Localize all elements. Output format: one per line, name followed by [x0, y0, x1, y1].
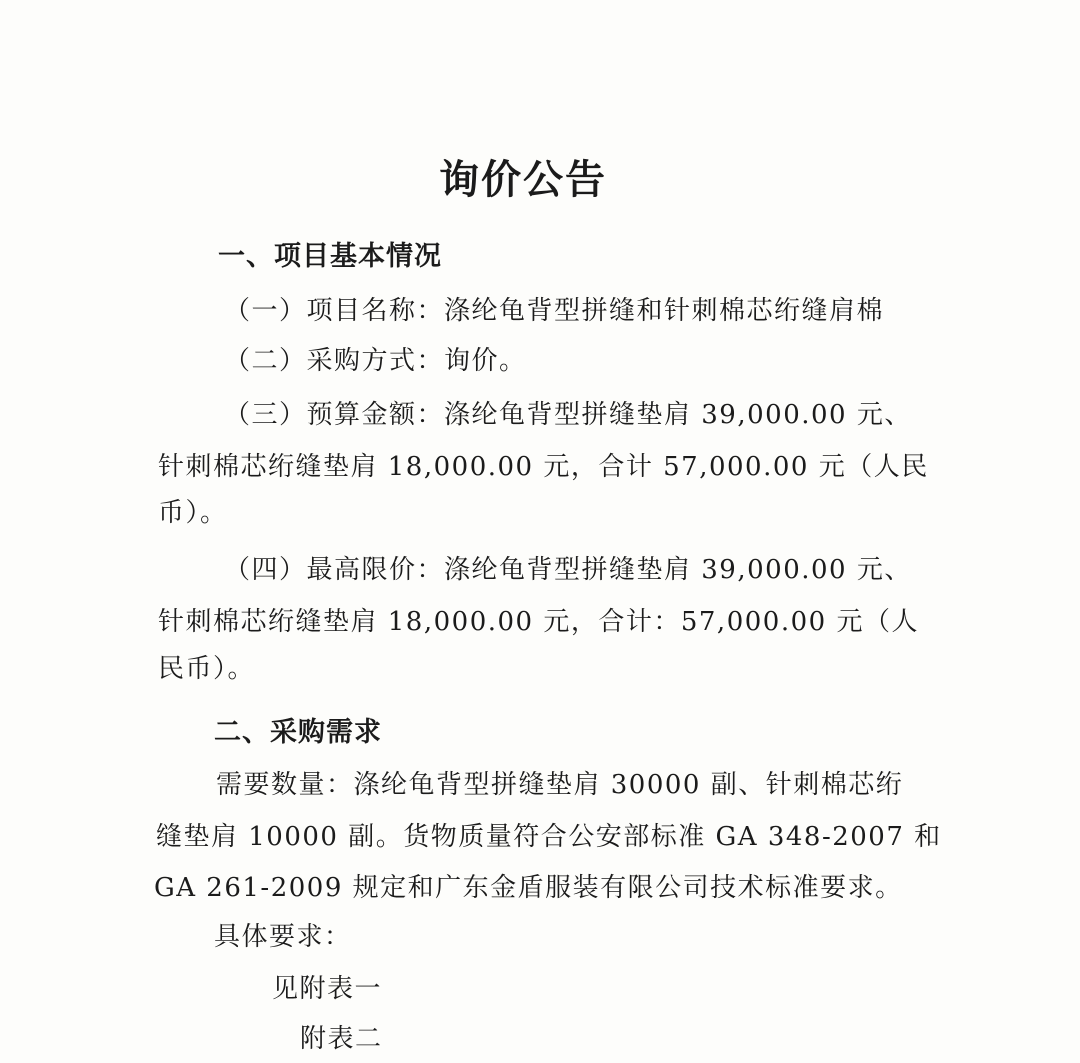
section-heading-basic-info: 一、项目基本情况: [218, 241, 442, 272]
page-title: 询价公告: [439, 157, 607, 203]
procurement-method-line: （二）采购方式：询价。: [224, 346, 527, 376]
project-name-line: （一）项目名称：涤纶龟背型拼缝和针刺棉芯绗缝肩棉: [224, 296, 885, 326]
max-price-line-2: 针刺棉芯绗缝垫肩 18,000.00 元，合计：57,000.00 元（人: [158, 607, 919, 637]
budget-line-1: （三）预算金额：涤纶龟背型拼缝垫肩 39,000.00 元、: [224, 400, 912, 430]
max-price-line-3: 民币）。: [158, 654, 256, 684]
max-price-line-1: （四）最高限价：涤纶龟背型拼缝垫肩 39,000.00 元、: [224, 555, 912, 585]
attachment-1-ref: 见附表一: [272, 974, 383, 1004]
budget-line-2: 针刺棉芯绗缝垫肩 18,000.00 元，合计 57,000.00 元（人民: [158, 452, 929, 482]
attachment-2-ref: 附表二: [300, 1024, 383, 1054]
quantity-line-2: 缝垫肩 10000 副。货物质量符合公安部标准 GA 348-2007 和: [156, 822, 942, 852]
budget-line-3: 币）。: [158, 498, 228, 528]
specific-requirements-label: 具体要求：: [214, 922, 352, 952]
quantity-line-3: GA 261-2009 规定和广东金盾服装有限公司技术标准要求。: [154, 873, 903, 903]
quantity-line-1: 需要数量：涤纶龟背型拼缝垫肩 30000 副、针刺棉芯绗: [216, 770, 904, 800]
section-heading-requirements: 二、采购需求: [214, 717, 382, 748]
